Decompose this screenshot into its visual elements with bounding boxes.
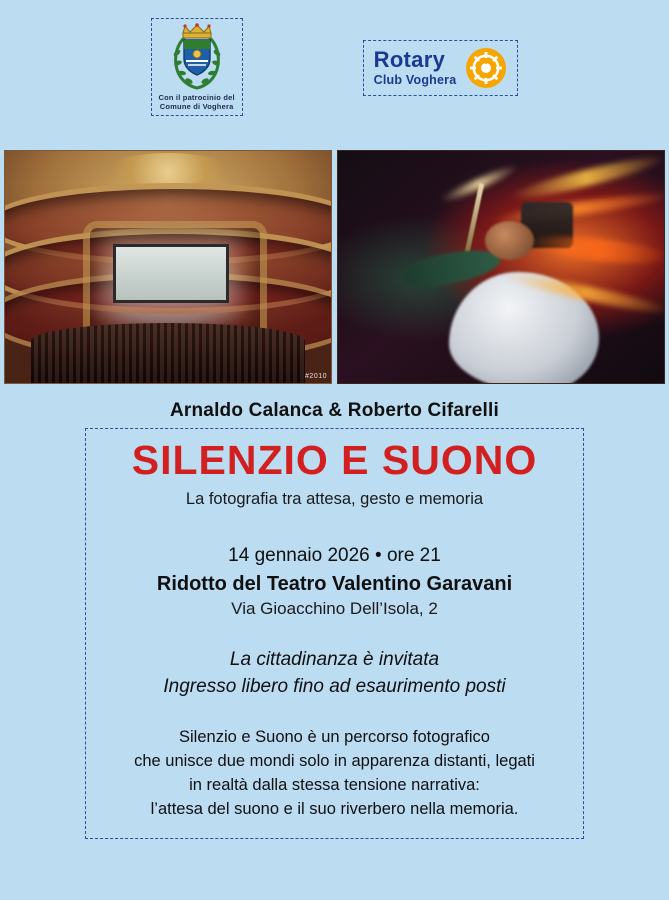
invite-line-1: La cittadinanza è invitata [229, 649, 440, 671]
rotary-logo-main: Rotary [373, 47, 446, 73]
invite-line-2: Ingresso libero fino ad esaurimento posti [163, 676, 506, 698]
authors-line: Arnaldo Calanca & Roberto Cifarelli [169, 400, 499, 421]
seating-stalls [31, 323, 305, 383]
rotary-wheel-icon [465, 47, 507, 89]
poster-header [0, 0, 669, 150]
drummer-motion-photo [337, 150, 665, 384]
description-line-1: Silenzio e Suono è un percorso fotografico [179, 728, 490, 747]
stage-screen [113, 244, 230, 303]
patronage-caption-line2: Comune di Voghera [159, 102, 234, 112]
page-title: SILENZIO E SUONO [131, 437, 538, 483]
poster-text-box [85, 428, 584, 839]
event-address: Via Gioacchino Dell’Isola, 2 [231, 599, 438, 619]
rotary-club-logo [363, 40, 519, 96]
rotary-logo-text [374, 49, 457, 87]
theatre-interior-photo [4, 150, 332, 384]
event-date-time: 14 gennaio 2026 • ore 21 [228, 545, 441, 567]
patronage-caption [158, 93, 234, 112]
description-line-3: in realtà dalla stessa tensione narrativa: [189, 775, 480, 794]
description-line-4: l’attesa del suono e il suo riverbero nella memoria. [150, 799, 519, 818]
poster-subtitle: La fotografia tra attesa, gesto e memoria [185, 490, 484, 509]
light-streak [526, 232, 665, 269]
comune-patronage-block [151, 18, 243, 116]
poster-description [96, 726, 573, 822]
musician-head [485, 221, 534, 260]
photo-strip [0, 150, 669, 384]
patronage-caption-line1: Con il patrocinio del [158, 93, 235, 102]
event-venue: Ridotto del Teatro Valentino Garavani [156, 573, 513, 596]
rotary-logo-sub: Club Voghera [373, 73, 457, 88]
photo-credit: #2010 [305, 373, 327, 380]
description-line-2: che unisce due mondi solo in apparenza distanti, legati [134, 751, 535, 770]
coat-of-arms-icon [166, 23, 228, 91]
